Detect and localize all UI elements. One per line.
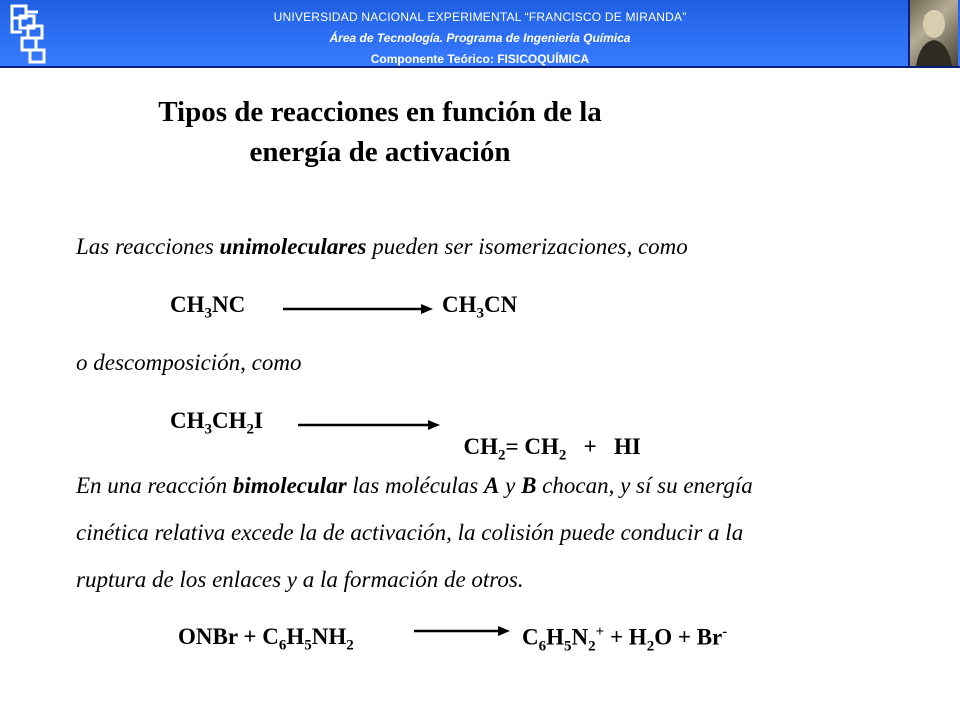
eq3-products xyxy=(522,624,727,655)
eq3-r9: 2 xyxy=(646,638,655,655)
slide-title xyxy=(60,92,700,172)
unimolecular-paragraph xyxy=(76,234,688,260)
eq2-p1: CH xyxy=(463,434,498,459)
eq3-r6: 2 xyxy=(588,638,596,655)
eq2-p3: + HI xyxy=(566,434,641,459)
molecule-b: B xyxy=(521,473,537,498)
eq3-arrow-icon xyxy=(414,624,510,638)
para3-line-1 xyxy=(76,462,906,509)
title-line-1: Tipos de reacciones en función de la xyxy=(158,96,602,128)
bimolecular-paragraph xyxy=(76,462,906,603)
decomposition-paragraph: o descomposición, como xyxy=(76,350,302,375)
eq3-r3: H xyxy=(546,624,565,650)
eq1-arrow-icon xyxy=(283,302,433,316)
course-component: Componente Teórico: FISICOQUÍMICA xyxy=(370,52,590,66)
eq3-r4: 5 xyxy=(564,638,572,655)
eq2-arrow-icon xyxy=(298,418,440,432)
eq3-r1: C xyxy=(522,624,539,650)
eq3-l5: NH xyxy=(311,624,347,649)
eq3-l3: H xyxy=(286,624,305,649)
eq3-l6: 2 xyxy=(346,637,354,654)
title-line-2: energía de activación xyxy=(249,136,511,168)
eq2-ps1: 2 xyxy=(498,447,506,464)
eq2-s1: 3 xyxy=(204,421,212,438)
eq3-l1: ONBr + C xyxy=(178,624,279,649)
para3-mid: las moléculas xyxy=(346,473,485,498)
para3-line-3: ruptura de los enlaces y a la formación de otros. xyxy=(76,567,524,592)
eq2-p2: = CH xyxy=(505,434,559,459)
eq1-product xyxy=(442,292,517,323)
university-name: UNIVERSIDAD NACIONAL EXPERIMENTAL “FRANCISCO DE MIRANDA” xyxy=(273,10,687,24)
para3-bold: bimolecular xyxy=(232,473,347,498)
eq1-product-sub: 3 xyxy=(476,305,484,322)
area-program: Área de Tecnología. Programa de Ingeniería Química xyxy=(329,31,631,45)
para1-pre: Las reacciones xyxy=(76,234,220,259)
header-divider xyxy=(0,66,960,68)
para1-post: pueden ser isomerizaciones, como xyxy=(366,234,688,259)
eq2-reactant xyxy=(170,408,263,439)
eq3-l4: 5 xyxy=(304,637,312,654)
eq2-t3: I xyxy=(254,408,263,433)
eq1-reactant-sub: 3 xyxy=(204,305,212,322)
eq2-s2: 2 xyxy=(246,421,254,438)
molecule-a: A xyxy=(484,473,500,498)
eq1-reactant xyxy=(170,292,245,323)
eq3-l2: 6 xyxy=(278,637,287,654)
eq3-r2: 6 xyxy=(538,638,547,655)
eq3-r8: + H xyxy=(604,624,647,650)
eq3-r10: O + Br xyxy=(654,624,723,650)
portrait-image xyxy=(908,0,958,66)
eq1-reactant-text2: NC xyxy=(212,292,246,317)
eq2-ps2: 2 xyxy=(558,447,567,464)
eq1-product-text: CH xyxy=(442,292,477,317)
eq2-t2: CH xyxy=(212,408,247,433)
header-banner xyxy=(0,0,960,68)
para3-line-2: cinética relativa excede la de activación, la colisión puede conducir a la xyxy=(76,520,744,545)
para3-post: chocan, y sí su energía xyxy=(536,473,753,498)
eq1-reactant-text: CH xyxy=(170,292,205,317)
eq3-r11: - xyxy=(722,624,728,640)
eq2-product xyxy=(452,408,641,465)
para3-y: y xyxy=(499,473,522,498)
para3-pre: En una reacción xyxy=(76,473,233,498)
eq3-reactants xyxy=(178,624,354,655)
eq1-product-text2: CN xyxy=(484,292,518,317)
para1-bold: unimoleculares xyxy=(219,234,367,259)
eq3-r5: N xyxy=(571,624,589,650)
eq3-r7: + xyxy=(595,624,605,640)
eq2-t1: CH xyxy=(170,408,205,433)
